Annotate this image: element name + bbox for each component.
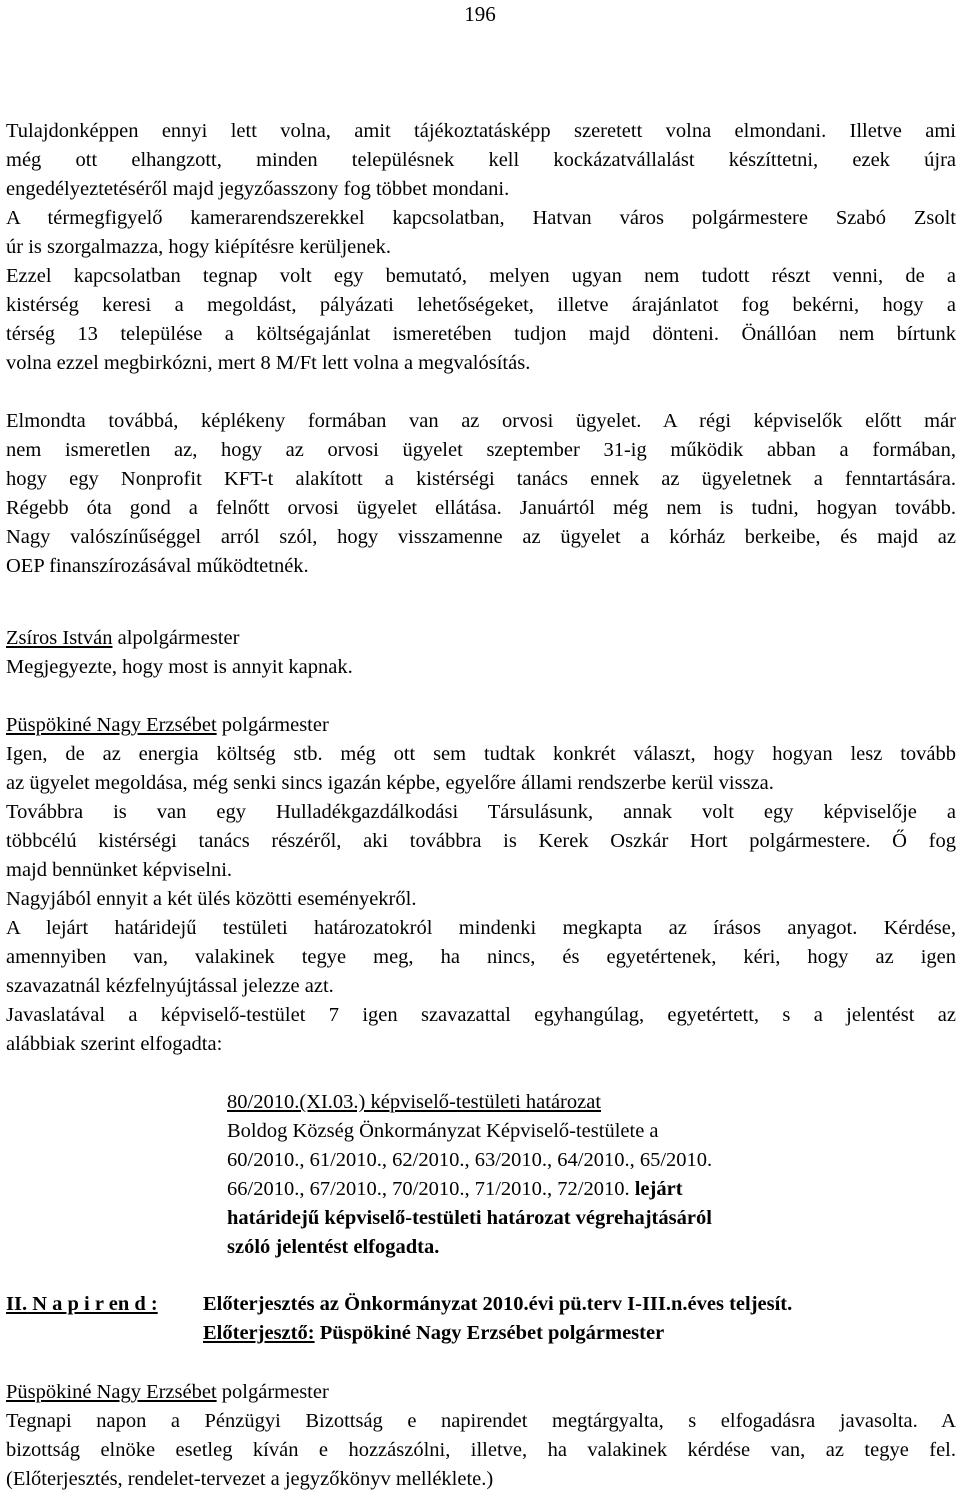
agenda-item — [6, 1290, 956, 1348]
agenda-presenter — [6, 1319, 956, 1348]
text-line: határidejű képviselő-testületi határozat végrehajtásáról — [227, 1207, 712, 1229]
agenda-key-label: N a p i r en d : — [27, 1293, 158, 1315]
presenter-name: Püspökiné Nagy Erzsébet polgármester — [314, 1322, 665, 1344]
text-line — [227, 1175, 927, 1204]
resolution-title: 80/2010.(XI.03.) képviselő-testületi határozat — [227, 1091, 602, 1113]
text-line: az ügyelet megoldása, még senki sincs igazán képbe, egyelőre állami rendszerbe kerül vissza. — [6, 772, 774, 794]
presenter-label: Előterjesztő: — [203, 1322, 315, 1344]
text-line: kistérség keresi a megoldást, pályázati lehetőségeket, illetve árajánlatot fog bekérni, hogy a — [6, 294, 956, 316]
text-line: engedélyeztetéséről majd jegyzőasszony fog többet mondani. — [6, 178, 510, 200]
text-line: Igen, de az energia költség stb. még ott sem tudtak konkrét választ, hogy hogyan lesz tovább — [6, 743, 956, 765]
speaker-block-2 — [6, 711, 956, 1059]
speaker-name: Zsíros István — [6, 627, 113, 649]
agenda-title: Előterjesztés az Önkormányzat 2010.évi pü.terv I-III.n.éves teljesít. — [203, 1293, 793, 1315]
speaker-heading — [6, 624, 956, 653]
text-line: majd bennünket képviselni. — [6, 859, 233, 881]
text-line: nem ismeretlen az, hogy az orvosi ügyelet szeptember 31-ig működik abban a formában, — [6, 439, 956, 461]
speaker-name: Püspökiné Nagy Erzsébet — [6, 1381, 217, 1403]
text-line: Nagy valószínűséggel arról szól, hogy visszamenne az ügyelet a kórház berkeibe, és majd az — [6, 526, 956, 548]
paragraph-presentation — [6, 262, 956, 378]
speaker-role: polgármester — [216, 1381, 329, 1403]
text-line: A lejárt határidejű testületi határozatokról mindenki megkapta az írásos anyagot. Kérdése, — [6, 917, 956, 939]
text-line: Tegnapi napon a Pénzügyi Bizottság e napirendet megtárgyalta, s elfogadásra javasolta. A — [6, 1410, 956, 1432]
text-line: térség 13 települése a költségajánlat ismeretében tudjon majd dönteni. Önállóan nem bírtunk — [6, 323, 956, 345]
text-line: Régebb óta gond a felnőtt orvosi ügyelet ellátása. Januártól még nem is tudni, hogyan tovább. — [6, 497, 956, 519]
text-line: szóló jelentést elfogadta. — [227, 1236, 440, 1258]
text-line: 60/2010., 61/2010., 62/2010., 63/2010., 64/2010., 65/2010. — [227, 1149, 713, 1171]
text-line: többcélú kistérségi tanács részéről, aki továbbra is Kerek Oszkár Hort polgármestere. Ő fog — [6, 830, 956, 852]
speaker-role: polgármester — [216, 714, 329, 736]
paragraph-camera — [6, 204, 956, 262]
speaker-block-1 — [6, 624, 956, 682]
text-line: Tulajdonképpen ennyi lett volna, amit tájékoztatásképp szeretett volna elmondani. Illetve ami — [6, 120, 956, 142]
text-line: volna ezzel megbirkózni, mert 8 M/Ft lett volna a megvalósítás. — [6, 352, 531, 374]
text-segment: 66/2010., 67/2010., 70/2010., 71/2010., 72/2010. — [227, 1178, 635, 1200]
text-line: Ezzel kapcsolatban tegnap volt egy bemutató, melyen ugyan nem tudott részt venni, de a — [6, 265, 956, 287]
text-line: szavazatnál kézfelnyújtással jelezze azt. — [6, 975, 334, 997]
speaker-role: alpolgármester — [112, 627, 240, 649]
text-line: hogy egy Nonprofit KFT-t alakított a kistérségi tanács ennek az ügyeletnek a fenntartására. — [6, 468, 956, 490]
paragraph-intro — [6, 117, 956, 204]
text-line: Továbbra is van egy Hulladékgazdálkodási Társulásunk, annak volt egy képviselője a — [6, 801, 956, 823]
agenda-num: II. — [6, 1293, 28, 1315]
text-line: (Előterjesztés, rendelet-tervezet a jegyzőkönyv melléklete.) — [6, 1468, 494, 1490]
speaker-block-3 — [6, 1378, 956, 1494]
text-line: úr is szorgalmazza, hogy kiépítésre kerüljenek. — [6, 236, 391, 258]
text-line: még ott elhangzott, minden településnek kell kockázatvállalást készíttetni, ezek újra — [6, 149, 956, 171]
text-line: amennyiben van, valakinek tegye meg, ha nincs, és egyetértenek, kéri, hogy az igen — [6, 946, 956, 968]
text-line: Nagyjából ennyit a két ülés közötti eseményekről. — [6, 888, 417, 910]
text-line: Javaslatával a képviselő-testület 7 igen szavazattal egyhangúlag, egyetértett, s a jelentést az — [6, 1004, 956, 1026]
text-line: Boldog Község Önkormányzat Képviselő-testülete a — [227, 1120, 659, 1142]
speaker-heading — [6, 1378, 956, 1407]
page-number: 196 — [464, 2, 496, 26]
text-line: Elmondta továbbá, képlékeny formában van az orvosi ügyelet. A régi képviselők előtt már — [6, 410, 956, 432]
agenda-number — [6, 1290, 203, 1319]
text-line: alábbiak szerint elfogadta: — [6, 1033, 223, 1055]
text-line: bizottság elnöke esetleg kíván e hozzászólni, illetve, ha valakinek kérdése van, az tegye fel. — [6, 1439, 956, 1461]
text-line: A térmegfigyelő kamerarendszerekkel kapcsolatban, Hatvan város polgármestere Szabó Zsolt — [6, 207, 956, 229]
text-line: Megjegyezte, hogy most is annyit kapnak. — [6, 656, 353, 678]
resolution-block — [227, 1088, 927, 1262]
agenda-heading — [6, 1290, 956, 1319]
text-segment-bold: lejárt — [634, 1178, 683, 1200]
speaker-name: Püspökiné Nagy Erzsébet — [6, 714, 217, 736]
text-line: OEP finanszírozásával működtetnék. — [6, 555, 309, 577]
speaker-heading — [6, 711, 956, 740]
paragraph-medical-duty — [6, 407, 956, 581]
